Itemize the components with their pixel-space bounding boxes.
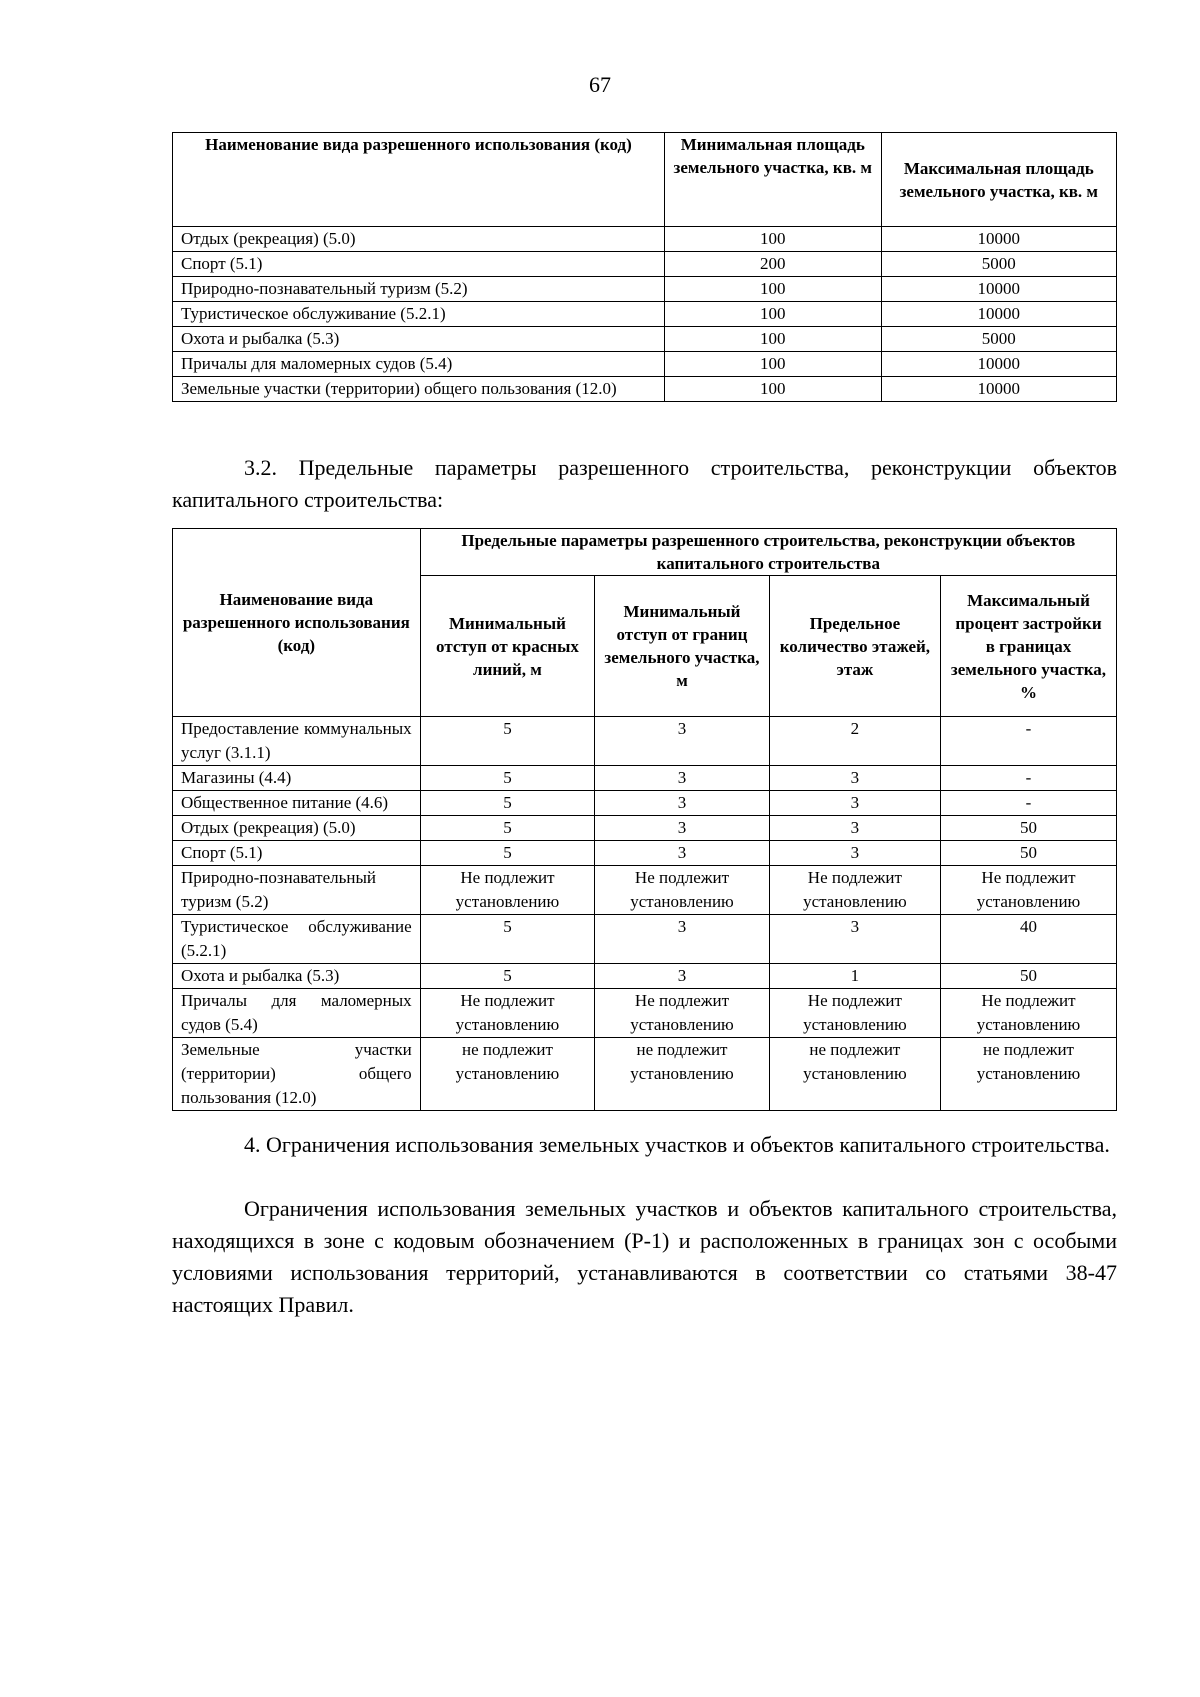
table-row xyxy=(173,717,1117,766)
value-cell: 10000 xyxy=(881,352,1116,377)
value-cell: не подлежит установлению xyxy=(420,1038,595,1111)
value-cell: Не подлежит установлению xyxy=(420,866,595,915)
value-cell: Не подлежит установлению xyxy=(769,989,940,1038)
table-row xyxy=(173,377,1117,402)
table-body xyxy=(173,227,1117,402)
row-name-cell: Отдых (рекреация) (5.0) xyxy=(173,227,665,252)
row-name-cell: Туристическое обслуживание (5.2.1) xyxy=(173,302,665,327)
section-4-heading: 4. Ограничения использования земельных участков и объектов капитального строительства. xyxy=(244,1132,1110,1157)
column-header-red-line-setback: Минимальный отступ от красных линий, м xyxy=(420,576,595,717)
value-cell: 5 xyxy=(420,717,595,766)
table-row xyxy=(173,277,1117,302)
table-row xyxy=(173,816,1117,841)
table-row xyxy=(173,791,1117,816)
value-cell: Не подлежит установлению xyxy=(595,989,770,1038)
table-row xyxy=(173,302,1117,327)
row-name-cell: Природно-познавательный туризм (5.2) xyxy=(173,277,665,302)
value-cell: 3 xyxy=(769,915,940,964)
value-cell: 3 xyxy=(595,766,770,791)
value-cell: 10000 xyxy=(881,277,1116,302)
value-cell: 5000 xyxy=(881,252,1116,277)
column-header-name: Наименование вида разрешенного использования (код) xyxy=(173,133,665,227)
column-header-max-area: Максимальная площадь земельного участка, кв. м xyxy=(881,133,1116,227)
section-4-body: Ограничения использования земельных участков и объектов капитального строительства, находящихся в зоне с кодовым обозначением (Р-1) и расположенных в границах зон с особыми условиями использования территорий, устанавливаются в соответствии со статьями 38-47 настоящих Правил. xyxy=(172,1196,1117,1317)
row-name-cell: Спорт (5.1) xyxy=(173,252,665,277)
value-cell: 5 xyxy=(420,766,595,791)
value-cell: не подлежит установлению xyxy=(595,1038,770,1111)
value-cell: 3 xyxy=(595,915,770,964)
value-cell: Не подлежит установлению xyxy=(769,866,940,915)
table-body xyxy=(173,717,1117,1111)
table-row xyxy=(173,866,1117,915)
value-cell: 40 xyxy=(940,915,1116,964)
value-cell: 100 xyxy=(664,277,881,302)
value-cell: 3 xyxy=(595,964,770,989)
row-name-cell: Отдых (рекреация) (5.0) xyxy=(173,816,421,841)
value-cell: Не подлежит установлению xyxy=(595,866,770,915)
column-header-boundary-setback: Минимальный отступ от границ земельного участка, м xyxy=(595,576,770,717)
row-name-cell: Предоставление коммунальных услуг (3.1.1) xyxy=(173,717,421,766)
row-name-cell: Причалы для маломерных судов (5.4) xyxy=(173,989,421,1038)
table-row xyxy=(173,915,1117,964)
value-cell: 10000 xyxy=(881,377,1116,402)
value-cell: - xyxy=(940,766,1116,791)
value-cell: Не подлежит установлению xyxy=(940,989,1116,1038)
value-cell: Не подлежит установлению xyxy=(940,866,1116,915)
table-row xyxy=(173,252,1117,277)
value-cell: 5 xyxy=(420,791,595,816)
column-header-floors: Предельное количество этажей, этаж xyxy=(769,576,940,717)
column-header-min-area: Минимальная площадь земельного участка, кв. м xyxy=(664,133,881,227)
value-cell: 3 xyxy=(769,766,940,791)
row-name-cell: Земельные участки (территории) общего пользования (12.0) xyxy=(173,377,665,402)
table-row xyxy=(173,352,1117,377)
table-row xyxy=(173,227,1117,252)
value-cell: 3 xyxy=(595,791,770,816)
column-header-name: Наименование вида разрешенного использования (код) xyxy=(173,529,421,717)
value-cell: 3 xyxy=(595,717,770,766)
value-cell: 3 xyxy=(769,816,940,841)
value-cell: - xyxy=(940,717,1116,766)
value-cell: 5 xyxy=(420,915,595,964)
row-name-cell: Туристическое обслуживание (5.2.1) xyxy=(173,915,421,964)
table-header-row xyxy=(173,133,1117,227)
construction-parameters-table xyxy=(172,528,1117,1111)
value-cell: 100 xyxy=(664,352,881,377)
column-header-build-percent: Максимальный процент застройки в границах земельного участка, % xyxy=(940,576,1116,717)
table-header-row xyxy=(173,529,1117,576)
column-group-header: Предельные параметры разрешенного строительства, реконструкции объектов капитального строительства xyxy=(420,529,1116,576)
value-cell: 5 xyxy=(420,816,595,841)
value-cell: 5 xyxy=(420,964,595,989)
row-name-cell: Земельные участки (территории) общего пользования (12.0) xyxy=(173,1038,421,1111)
value-cell: 3 xyxy=(769,791,940,816)
value-cell: 2 xyxy=(769,717,940,766)
table-row xyxy=(173,327,1117,352)
table-row xyxy=(173,964,1117,989)
value-cell: 3 xyxy=(595,816,770,841)
value-cell: 100 xyxy=(664,327,881,352)
min-max-area-table xyxy=(172,132,1117,402)
row-name-cell: Охота и рыбалка (5.3) xyxy=(173,327,665,352)
row-name-cell: Охота и рыбалка (5.3) xyxy=(173,964,421,989)
row-name-cell: Магазины (4.4) xyxy=(173,766,421,791)
table-row xyxy=(173,1038,1117,1111)
row-name-cell: Спорт (5.1) xyxy=(173,841,421,866)
page-number: 67 xyxy=(589,72,611,97)
value-cell: 50 xyxy=(940,964,1116,989)
value-cell: 50 xyxy=(940,816,1116,841)
value-cell: Не подлежит установлению xyxy=(420,989,595,1038)
value-cell: не подлежит установлению xyxy=(940,1038,1116,1111)
table-row xyxy=(173,989,1117,1038)
value-cell: 5 xyxy=(420,841,595,866)
row-name-cell: Общественное питание (4.6) xyxy=(173,791,421,816)
value-cell: 100 xyxy=(664,227,881,252)
value-cell: 10000 xyxy=(881,227,1116,252)
value-cell: 10000 xyxy=(881,302,1116,327)
table-row xyxy=(173,841,1117,866)
value-cell: 5000 xyxy=(881,327,1116,352)
table-row xyxy=(173,766,1117,791)
row-name-cell: Причалы для маломерных судов (5.4) xyxy=(173,352,665,377)
row-name-cell: Природно-познавательный туризм (5.2) xyxy=(173,866,421,915)
value-cell: 50 xyxy=(940,841,1116,866)
section-3-2-heading: 3.2. Предельные параметры разрешенного строительства, реконструкции объектов капитального строительства: xyxy=(172,455,1117,512)
value-cell: - xyxy=(940,791,1116,816)
value-cell: 1 xyxy=(769,964,940,989)
value-cell: 100 xyxy=(664,377,881,402)
value-cell: не подлежит установлению xyxy=(769,1038,940,1111)
value-cell: 3 xyxy=(595,841,770,866)
value-cell: 100 xyxy=(664,302,881,327)
value-cell: 3 xyxy=(769,841,940,866)
value-cell: 200 xyxy=(664,252,881,277)
